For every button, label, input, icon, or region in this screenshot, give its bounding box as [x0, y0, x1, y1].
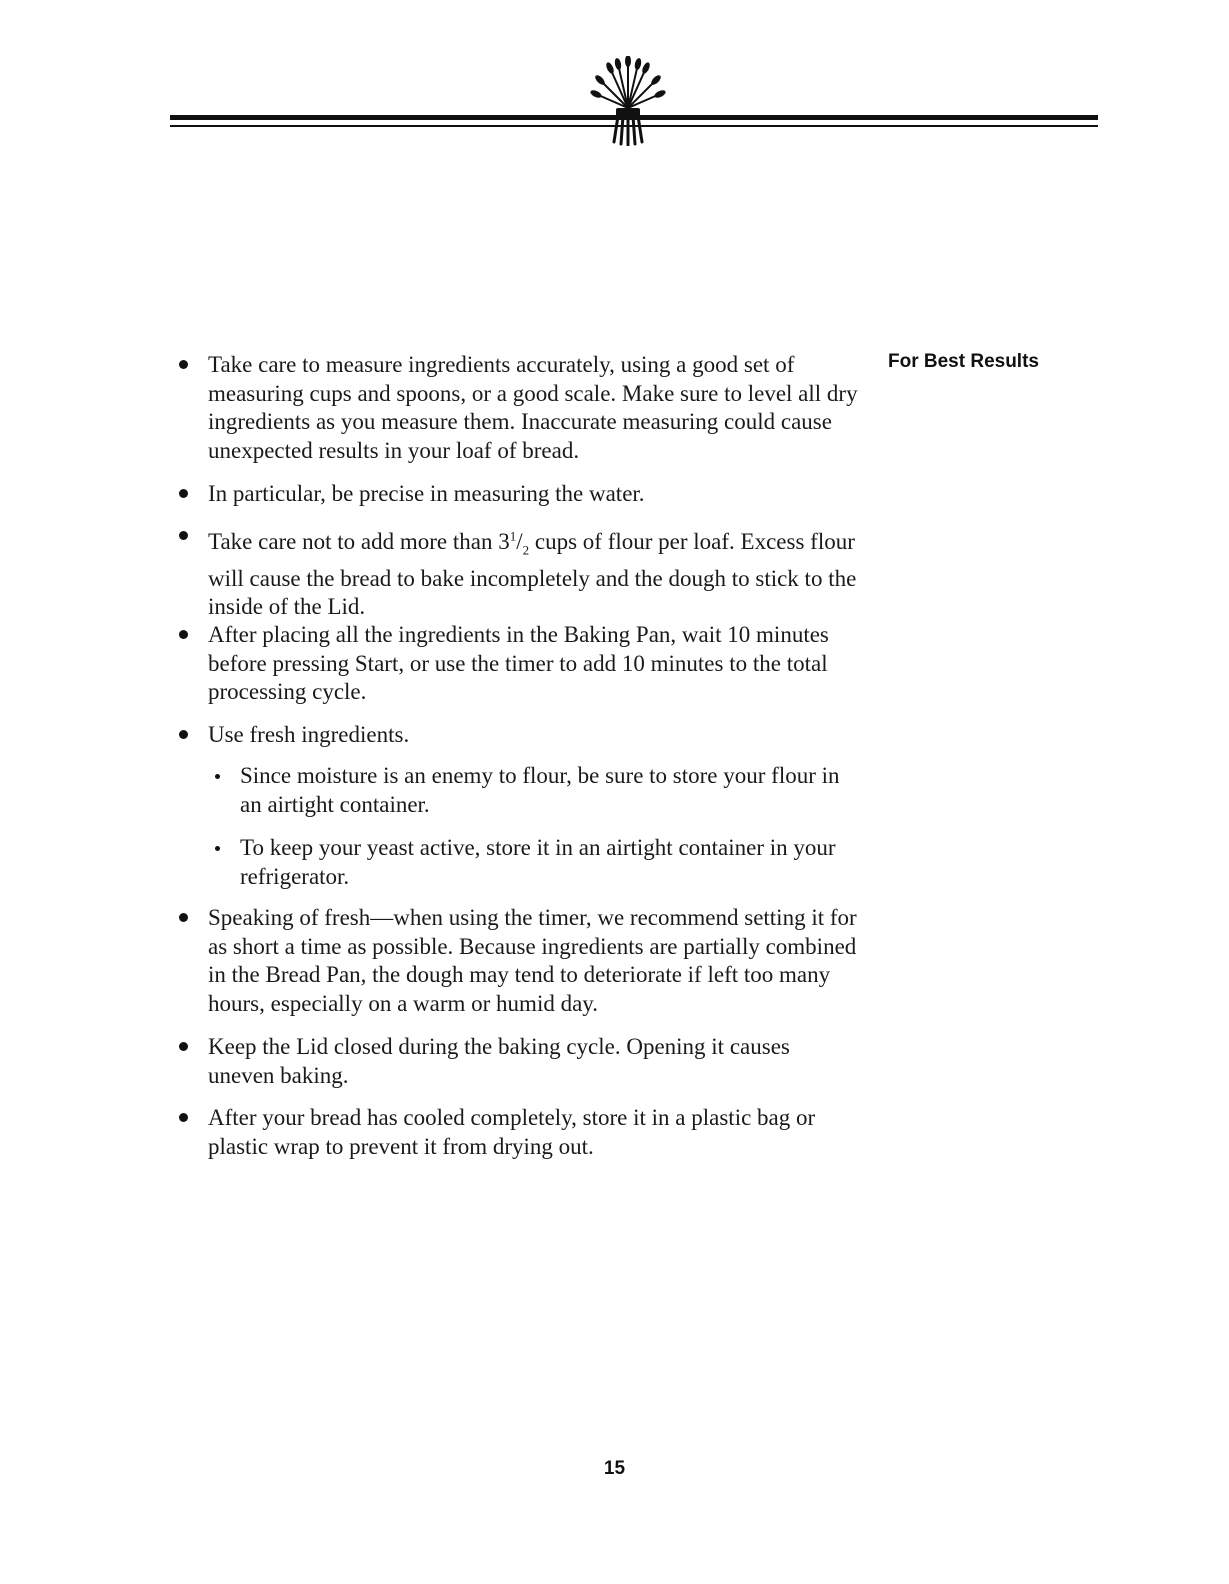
list-item	[208, 1033, 858, 1090]
list-item	[208, 721, 858, 750]
tip-text: Take care to measure ingredients accurately, using a good set of measuring cups and spoons, or a good scale. Make sure to level all dry ingredients as you measure them. Inaccurate measuring could cause unexpected results in your loaf of bread.	[208, 352, 858, 463]
bullet-icon	[179, 1042, 188, 1051]
tip-text: In particular, be precise in measuring the water.	[208, 481, 645, 506]
bullet-icon	[179, 913, 188, 922]
tip-text: Use fresh ingredients.	[208, 722, 410, 747]
tip-text: Keep the Lid closed during the baking cycle. Opening it causes uneven baking.	[208, 1034, 790, 1088]
section-heading: For Best Results	[888, 351, 1039, 372]
list-item	[208, 904, 863, 1018]
bullet-icon	[179, 360, 188, 369]
bullet-icon	[179, 730, 188, 739]
list-item	[208, 522, 858, 622]
bullet-icon	[179, 630, 188, 639]
list-item	[208, 1104, 868, 1161]
tip-text: To keep your yeast active, store it in an airtight container in your refrigerator.	[240, 835, 836, 889]
bullet-icon	[215, 774, 220, 779]
sub-list-item	[240, 762, 865, 819]
bullet-icon	[179, 531, 188, 540]
tip-text: Take care not to add more than $3^1/_2$ cups of flour per loaf. Excess flour will cause the bread to bake incompletely and the dough to stick to the inside of the Lid.	[208, 528, 857, 620]
sub-list-item	[240, 834, 865, 891]
list-item	[208, 480, 858, 509]
tip-text: Speaking of fresh—when using the timer, we recommend setting it for as short a time as possible. Because ingredients are partially combined in the Bread Pan, the dough may tend to deteriorate if left too many hours, especially on a warm or humid day.	[208, 905, 857, 1016]
list-item	[208, 351, 858, 465]
list-item	[208, 621, 858, 707]
bullet-icon	[179, 1113, 188, 1122]
tip-text: Since moisture is an enemy to flour, be sure to store your flour in an airtight container.	[240, 763, 840, 817]
bullet-icon	[179, 489, 188, 498]
tip-text: After placing all the ingredients in the Baking Pan, wait 10 minutes before pressing Start, or use the timer to add 10 minutes to the total processing cycle.	[208, 622, 829, 705]
tip-text: After your bread has cooled completely, store it in a plastic bag or plastic wrap to prevent it from drying out.	[208, 1105, 816, 1159]
page-number: 15	[603, 1458, 626, 1479]
bullet-icon	[215, 846, 220, 851]
